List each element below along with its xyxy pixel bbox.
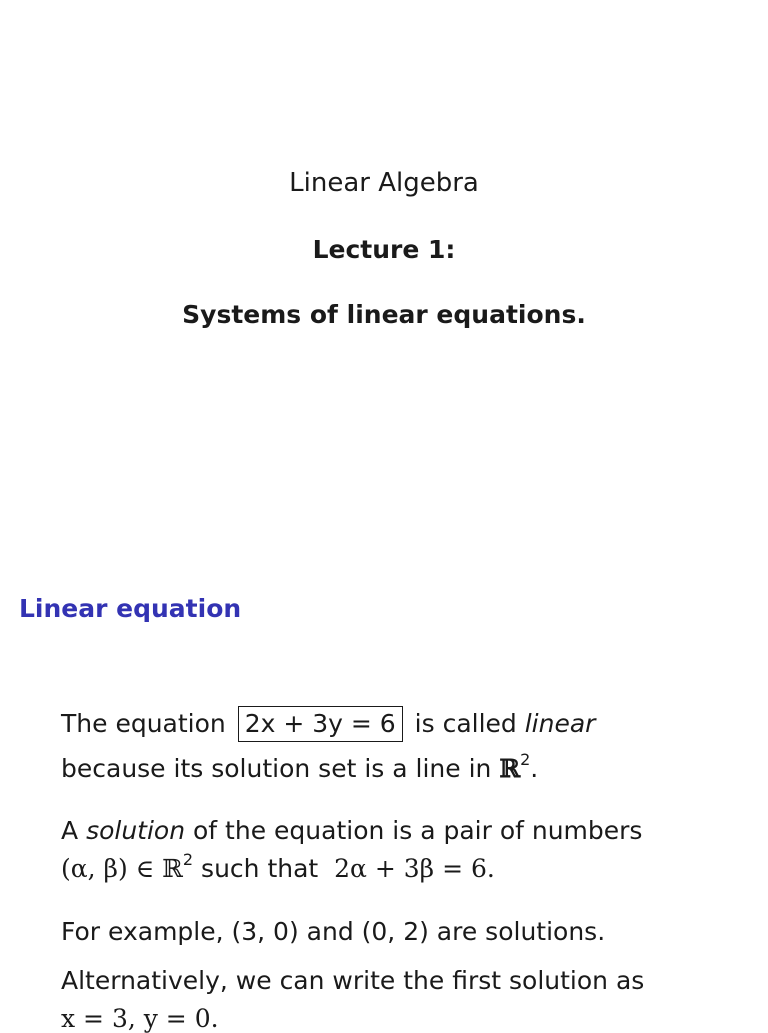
real-set-symbol: ℝ [499, 754, 521, 783]
para2-pre: A [61, 816, 87, 845]
para1-pre: The equation [61, 709, 226, 738]
boxed-equation: 2x + 3y = 6 [238, 706, 403, 742]
paragraph-2-line-2 [61, 850, 495, 883]
real-set-exponent: 2 [520, 750, 531, 769]
para1-line2-pre: because its solution set is a line in [61, 754, 500, 783]
para1-post: is called [414, 709, 525, 738]
paragraph-3: For example, (3, 0) and (0, 2) are solutions. [61, 917, 606, 946]
solution-equation: 2α + 3β = 6. [334, 854, 495, 883]
para1-end: . [530, 754, 539, 783]
para1-emph: linear [524, 709, 596, 738]
para2-mid: such that [193, 854, 327, 883]
para2-emph: solution [86, 816, 186, 845]
frame-title: Linear equation [19, 594, 242, 623]
lecture-subtitle: Systems of linear equations. [182, 300, 586, 329]
solution-pair-exponent: 2 [182, 850, 194, 869]
paragraph-4: Alternatively, we can write the first solution as [61, 966, 645, 995]
slide-title: Linear Algebra [289, 168, 479, 198]
solution-pair: (α, β) ∈ ℝ [61, 854, 183, 883]
paragraph-1-line-1 [61, 706, 595, 742]
para2-post: of the equation is a pair of numbers [185, 816, 643, 845]
lecture-number: Lecture 1: [312, 235, 456, 264]
paragraph-2-line-1 [61, 816, 642, 845]
paragraph-5: x = 3, y = 0. [61, 1004, 219, 1033]
paragraph-1-line-2 [61, 750, 539, 783]
